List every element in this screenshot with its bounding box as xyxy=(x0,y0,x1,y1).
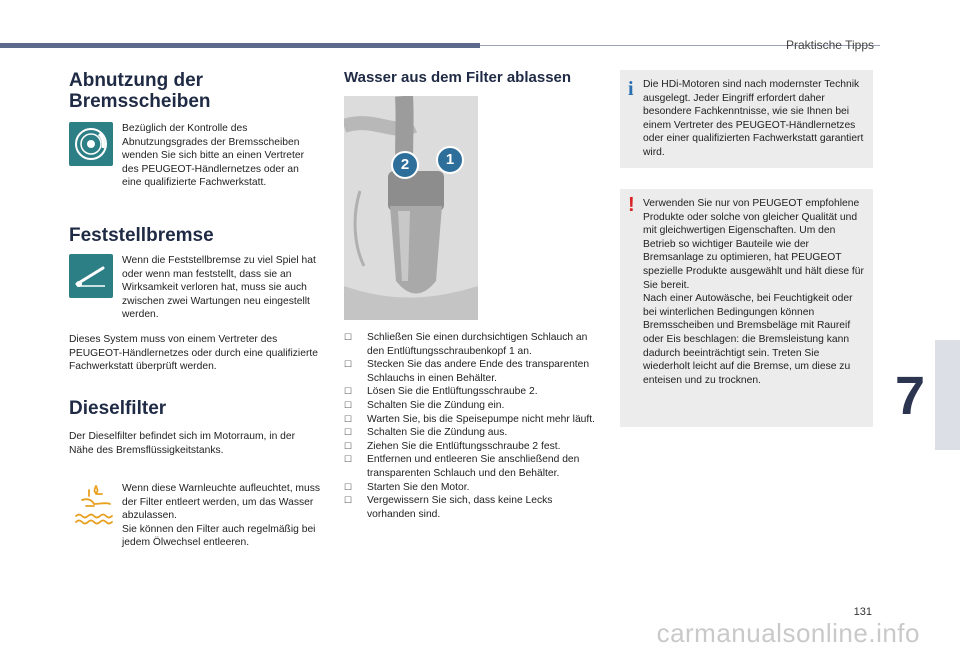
diesel-warning-text xyxy=(122,482,322,550)
header-bar xyxy=(0,43,480,48)
water-in-diesel-warning-icon xyxy=(72,484,118,526)
warning-icon: ! xyxy=(628,194,635,216)
chapter-tab xyxy=(935,340,960,450)
diesel-filter-text: Der Dieselfilter befindet sich im Motorraum, in der Nähe des Bremsflüssigkeitstanks. xyxy=(69,431,296,456)
warning-note-text xyxy=(643,197,867,387)
step-item: ☐ Entfernen und entleeren Sie anschließend den transparenten Schlauch und den Behälter. xyxy=(344,454,580,479)
step-item: ☐ Ziehen Sie die Entlüftungsschraube 2 fest. xyxy=(344,440,561,452)
bullet-icon: ☐ xyxy=(344,454,353,465)
parking-brake-text-2: Dieses System muss von einem Vertreter des PEUGEOT-Händlernetzes oder durch eine qualifizierte Fachwerkstatt überprüft werden. xyxy=(69,334,318,373)
step-item: ☐ Warten Sie, bis die Speisepumpe nicht mehr läuft. xyxy=(344,413,595,425)
drain-steps-list xyxy=(344,331,600,521)
brake-discs-text: Bezüglich der Kontrolle des Abnutzungsgrades der Bremsscheiben wenden Sie sich bitte an einen Vertreter des PEUGEOT-Händlernetzes oder an eine qualifizierte Fachwerkstatt. xyxy=(122,123,305,189)
brake-disc-icon xyxy=(69,122,113,166)
bullet-icon: ☐ xyxy=(344,440,353,451)
warning-note xyxy=(620,189,873,427)
marker-2: 2 xyxy=(391,151,419,179)
step-item: ☐ Schließen Sie einen durchsichtigen Schlauch an den Entlüftungsschraubenkopf 1 an. xyxy=(344,332,588,357)
warning-note-text-2: Nach einer Autowäsche, bei Feuchtigkeit oder bei winterlichen Bedingungen können Bremsscheiben und Bremsbeläge mit Raureif oder Eis beschlagen: die Bremsleistung kann dadurch beeinträchtigt sein. Treten Sie wiederholt leicht auf die Bremse, um diese zu enteisen und zu trocknen. xyxy=(643,293,853,386)
watermark: carmanualsonline.info xyxy=(656,618,920,648)
diesel-warning-text-2: Sie können den Filter auch regelmäßig bei jedem Ölwechsel entleeren. xyxy=(122,523,316,549)
chapter-number: 7 xyxy=(895,366,926,426)
bullet-icon: ☐ xyxy=(344,386,353,397)
bullet-icon: ☐ xyxy=(344,399,353,410)
bullet-icon: ☐ xyxy=(344,332,353,342)
step-item: ☐ Vergewissern Sie sich, dass keine Lecks vorhanden sind. xyxy=(344,495,553,520)
diesel-filter-title: Dieselfilter xyxy=(69,398,167,419)
step-item: ☐ Starten Sie den Motor. xyxy=(344,481,470,493)
bullet-icon: ☐ xyxy=(344,481,353,492)
bullet-icon: ☐ xyxy=(344,427,353,438)
brake-discs-title: Abnutzung der Bremsscheiben xyxy=(69,70,211,112)
diesel-filter-photo xyxy=(344,96,478,320)
warning-note-text-1: Verwenden Sie nur von PEUGEOT empfohlene Produkte oder solche von gleicher Qualität und mit gleichwertigen Eigenschaften. Um den Betrieb so wichtiger Bauteile wie der Bremsanlage zu optimieren, hat PEUGEOT spezielle Produkte ausgewählt und hält diese für Sie bereit. xyxy=(643,198,864,291)
bullet-icon: ☐ xyxy=(344,359,353,370)
diesel-warning-text-1: Wenn diese Warnleuchte aufleuchtet, muss der Filter entleert werden, um das Wasser abzulassen. xyxy=(122,483,321,522)
step-item: ☐ Schalten Sie die Zündung ein. xyxy=(344,399,505,411)
info-note xyxy=(620,70,873,168)
info-note-text: Die HDi-Motoren sind nach modernster Technik ausgelegt. Jeder Eingriff erfordert daher besondere Fachkenntnisse, wie sie Ihnen bei einem Vertreter des PEUGEOT-Händlernetzes oder einer qualifizierten Fachwerkstatt garantiert wird. xyxy=(643,79,864,158)
info-icon: i xyxy=(628,78,634,100)
step-item: ☐ Schalten Sie die Zündung aus. xyxy=(344,427,508,439)
drain-water-title: Wasser aus dem Filter ablassen xyxy=(344,69,572,86)
parking-brake-icon xyxy=(69,254,113,298)
marker-1: 1 xyxy=(436,146,464,174)
section-title: Praktische Tipps xyxy=(785,38,874,52)
parking-brake-title: Feststellbremse xyxy=(69,225,214,246)
bullet-icon: ☐ xyxy=(344,413,353,424)
parking-brake-text: Wenn die Feststellbremse zu viel Spiel hat oder wenn man feststellt, dass sie an Wirksamkeit verloren hat, muss sie auch zwischen zwei Wartungen neu eingestellt werden. xyxy=(122,255,316,321)
step-item: ☐ Stecken Sie das andere Ende des transparenten Schlauchs in einen Behälter. xyxy=(344,359,590,384)
step-item: ☐ Lösen Sie die Entlüftungsschraube 2. xyxy=(344,386,538,398)
page-number: 131 xyxy=(853,606,872,618)
bullet-icon: ☐ xyxy=(344,495,353,506)
